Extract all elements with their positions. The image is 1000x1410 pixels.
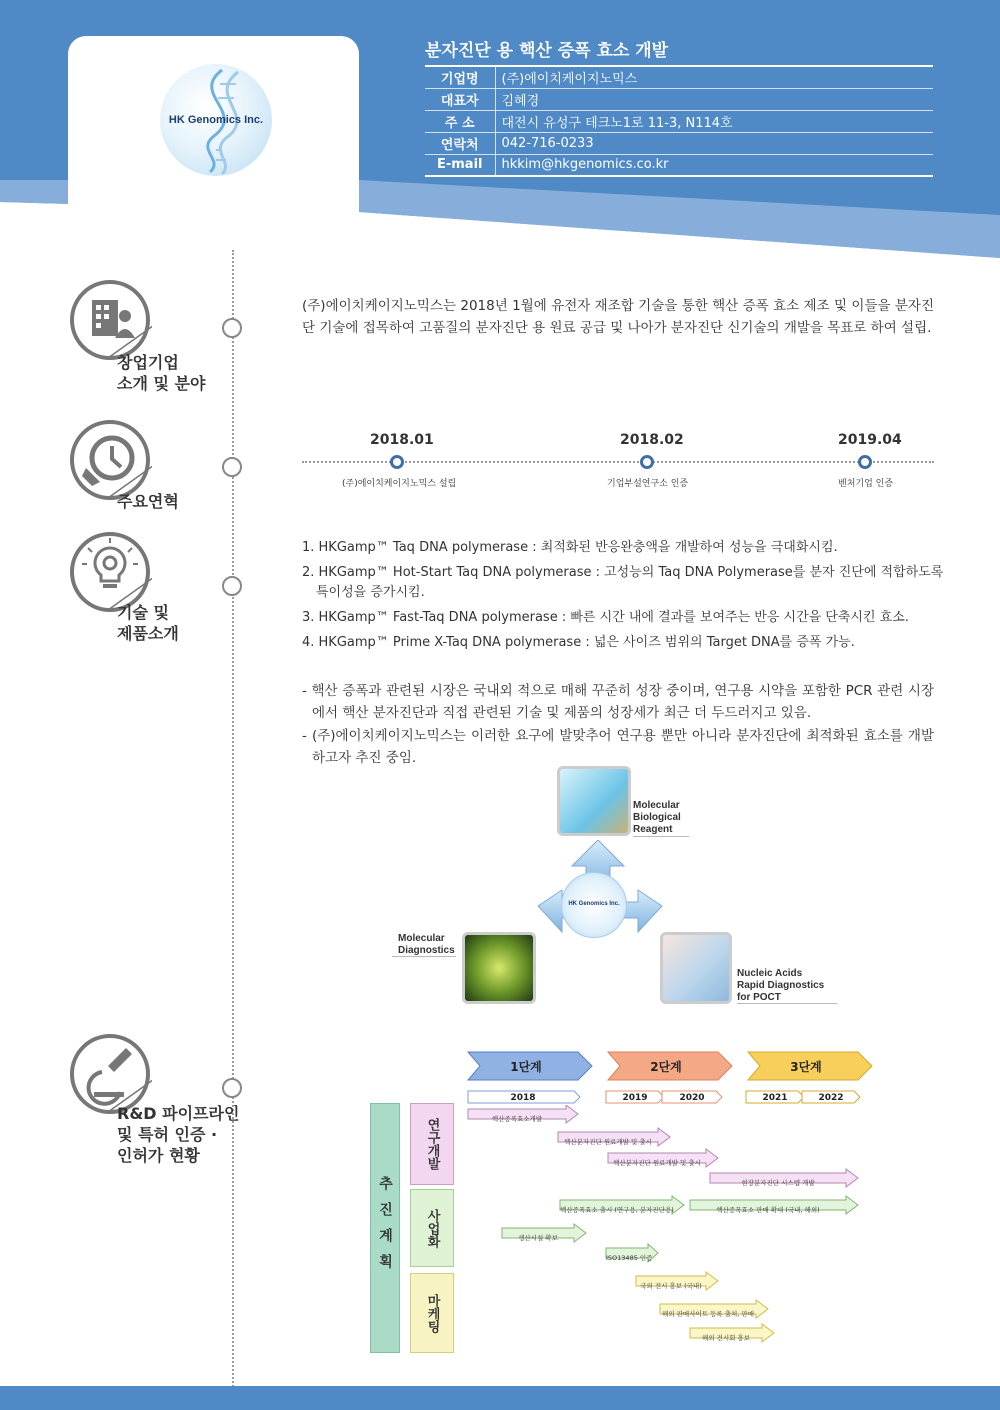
stage-label: 1단계	[510, 1060, 542, 1074]
year-label: 2018	[510, 1093, 536, 1103]
info-value[interactable]: hkkim@hkgenomics.co.kr	[495, 154, 933, 176]
section-label-intro: 창업기업 소개 및 분야	[117, 353, 206, 393]
section-label-tech: 기술 및 제품소개	[117, 603, 179, 643]
info-key: 기업명	[425, 66, 495, 88]
task-label: 해외 전시회 홍보	[701, 1334, 751, 1342]
info-value: 김혜경	[495, 88, 933, 110]
product-item: 3. HKGamp™ Fast-Taq DNA polymerase : 빠른 시간 내에 결과를 보여주는 반응 시간을 단축시킨 효소.	[302, 610, 909, 625]
diagnostics-image	[462, 932, 536, 1004]
history-year: 2018.02	[620, 432, 684, 448]
section-label-history: 주요연혁	[117, 492, 179, 511]
task-label: 핵산증폭효소 판매 확대 (국내, 해외)	[716, 1206, 820, 1214]
row-label-research: 연구개발	[410, 1103, 454, 1185]
info-row-ceo	[425, 88, 933, 110]
info-row-company	[425, 66, 933, 88]
timeline-line	[232, 250, 234, 1390]
task-label: ISO13485 인증	[606, 1254, 653, 1262]
company-info-table	[425, 65, 933, 177]
task-label: 핵산분자진단 원료개발 및 출시	[564, 1138, 652, 1146]
row-label-marketing: 마케팅	[410, 1273, 454, 1353]
diagram-label-left: Molecular Diagnostics	[398, 933, 455, 956]
page-title: 분자진단 용 핵산 증폭 효소 개발	[425, 41, 669, 61]
history-desc: 벤처기업 인증	[838, 479, 894, 489]
history-node	[858, 455, 872, 469]
timeline-node	[222, 576, 242, 596]
task-label: 핵산증폭효소개발	[491, 1115, 543, 1123]
intro-paragraph: (주)에이치케이지노믹스는 2018년 1월에 유전자 재조합 기술을 통한 핵산 증폭 효소 제조 및 이들을 분자진단 기술에 접목하여 고품질의 분자진단 용 원료 공급 및 나아가 분자진단 신기술의 개발을 목표로 하여 설립.	[302, 298, 934, 336]
task-label: 생산시설 확보	[518, 1234, 558, 1242]
row-label-business: 사업화	[410, 1189, 454, 1267]
section-label-rnd: R&D 파이프라인 및 특허 인증 · 인허가 현황	[117, 1104, 240, 1165]
info-row-phone	[425, 132, 933, 154]
footer-bar	[0, 1386, 1000, 1410]
history-year: 2018.01	[370, 432, 434, 448]
history-desc: (주)에이치케이지노믹스 설립	[342, 479, 457, 489]
clock-pencil-icon	[68, 418, 152, 502]
market-paragraph: - (주)에이치케이지노믹스는 이러한 요구에 발맞추어 연구용 뿐만 아니라 분자진단에 최적화된 효소를 개발하고자 추진 중임.	[302, 728, 934, 766]
info-value: 042-716-0233	[495, 132, 933, 154]
diagram-label-right: Nucleic Acids Rapid Diagnostics for POCT	[737, 968, 825, 1003]
diagram-center-text: HK Genomics Inc.	[568, 901, 620, 907]
info-row-email	[425, 154, 933, 176]
label-underline	[392, 956, 456, 957]
timeline-node	[222, 318, 242, 338]
building-person-icon	[68, 278, 152, 362]
history-year: 2019.04	[838, 432, 902, 448]
info-value: 대전시 유성구 테크노1로 11-3, N114호	[495, 110, 933, 132]
info-key: E-mail	[425, 154, 495, 176]
timeline-node	[222, 1078, 242, 1098]
task-label: 해외 판매사이트 등록 출처, 판매	[662, 1310, 754, 1318]
year-label: 2019	[622, 1093, 648, 1103]
label-underline	[737, 1003, 837, 1004]
diagram-label-top: Molecular Biological Reagent	[633, 800, 681, 835]
history-node	[390, 455, 404, 469]
info-value: (주)에이치케이지노믹스	[495, 66, 933, 88]
task-label: 국외 전시 홍보 (국내)	[640, 1282, 702, 1290]
product-item: 2. HKGamp™ Hot-Start Taq DNA polymerase : 고성능의 Taq DNA Polymerase를 분자 진단에 적합하도록	[302, 565, 944, 580]
product-item: 4. HKGamp™ Prime X-Taq DNA polymerase : 넓은 사이즈 범위의 Target DNA를 증폭 가능.	[302, 635, 855, 650]
company-logo-text: HK Genomics Inc.	[168, 114, 264, 126]
info-key: 연락처	[425, 132, 495, 154]
stage-label: 2단계	[650, 1060, 682, 1074]
product-item: 특이성을 증가시킴.	[316, 585, 425, 600]
timeline-node	[222, 457, 242, 477]
year-label: 2021	[762, 1093, 788, 1103]
year-label: 2022	[818, 1093, 844, 1103]
task-label: 핵산증폭효소 출시 (연구용, 분자진단용)	[560, 1206, 674, 1214]
info-key: 대표자	[425, 88, 495, 110]
market-paragraph: - 핵산 증폭과 관련된 시장은 국내외 적으로 매해 꾸준히 성장 중이며, 연구용 시약을 포함한 PCR 관련 시장에서 핵산 분자진단과 직접 관련된 기술 및 제품의 성장세가 최근 더 두드러지고 있음.	[302, 683, 934, 721]
year-label: 2020	[679, 1093, 705, 1103]
plan-group-label: 추진계획	[370, 1103, 400, 1353]
info-key: 주 소	[425, 110, 495, 132]
task-label: 현장분자진단 시스템 개발	[741, 1179, 815, 1187]
product-item: 1. HKGamp™ Taq DNA polymerase : 최적화된 반응완충액을 개발하여 성능을 극대화시킴.	[302, 540, 838, 555]
poct-image	[660, 932, 732, 1004]
info-row-address	[425, 110, 933, 132]
history-node	[640, 455, 654, 469]
task-label: 핵산분자진단 원료개발 및 출시	[613, 1159, 701, 1167]
history-desc: 기업부설연구소 인증	[607, 479, 689, 489]
stage-label: 3단계	[790, 1060, 822, 1074]
reagent-image	[557, 766, 631, 836]
label-underline	[633, 836, 689, 837]
